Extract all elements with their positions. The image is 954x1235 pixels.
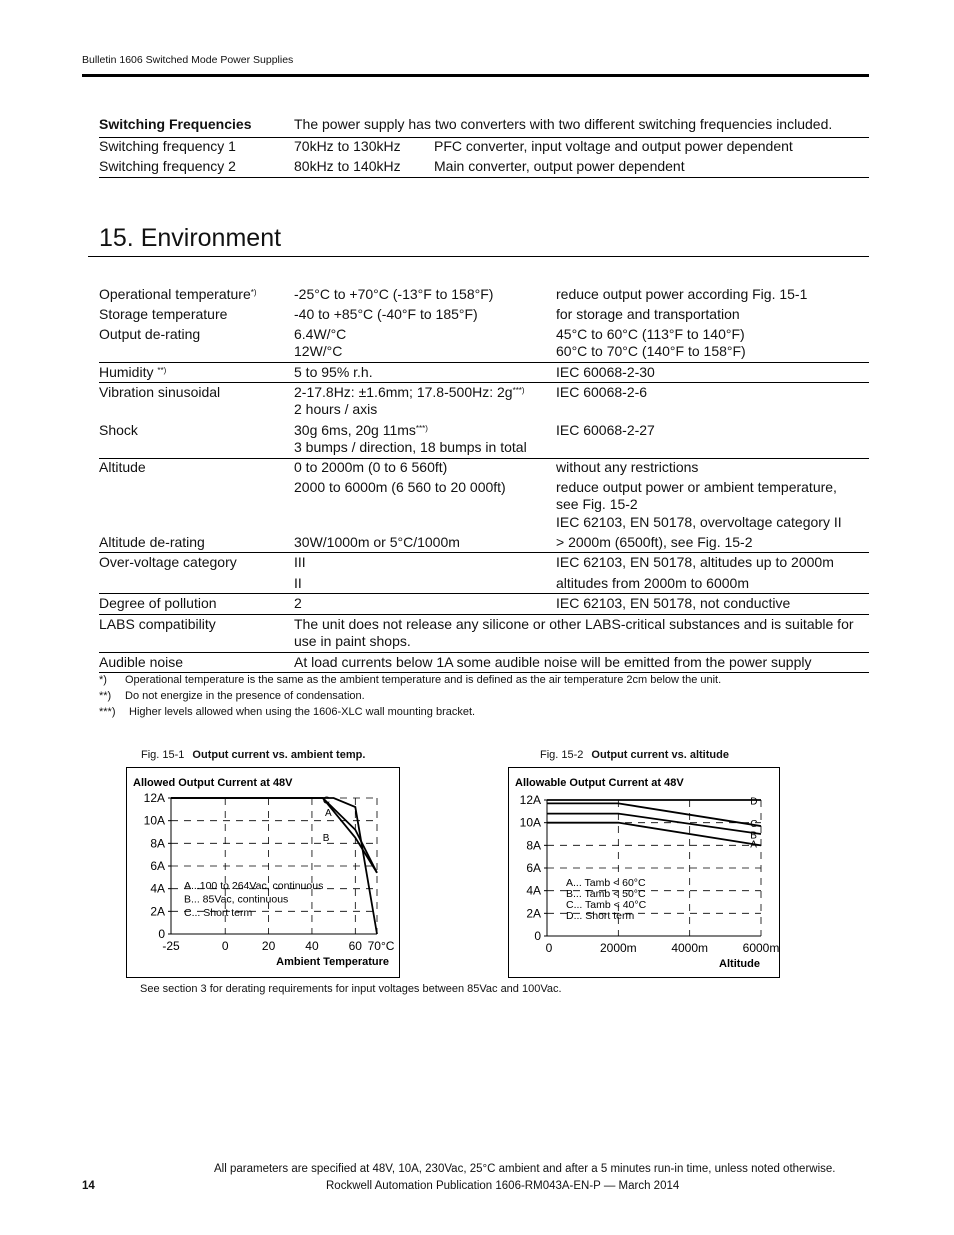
env-value: At load currents below 1A some audible noise will be emitted from the power supply [294, 654, 812, 670]
env-note: reduce output power according Fig. 15-1 [556, 286, 808, 302]
figure-caption: Fig. 15-2 Output current vs. altitude [540, 749, 729, 761]
legend-entry: D... Short term [566, 910, 635, 922]
switching-row-note: Main converter, output power dependent [434, 158, 685, 174]
section-rule [88, 256, 869, 257]
table-row [99, 158, 869, 178]
env-label: Altitude de-rating [99, 534, 205, 550]
switching-table [99, 116, 869, 174]
x-tick-label: 0 [545, 941, 553, 955]
x-tick-label: 60 [348, 939, 362, 953]
x-axis-label: Altitude [719, 958, 760, 970]
chart-temperature [127, 768, 399, 977]
y-tick-label: 4A [150, 881, 165, 896]
series-label-a: A [750, 839, 757, 851]
table-rule [99, 177, 869, 178]
header-rule [82, 74, 869, 77]
env-value: III [294, 554, 306, 570]
series-line-a [547, 823, 761, 846]
env-value: use in paint shops. [294, 633, 411, 649]
switching-row-note: PFC converter, input voltage and output power dependent [434, 138, 793, 154]
env-note: reduce output power or ambient temperature, [556, 479, 837, 495]
x-tick-label: 4000m [671, 941, 709, 955]
env-label: LABS compatibility [99, 616, 216, 632]
figure-note: See section 3 for derating requirements for input voltages between 85Vac and 100Vac. [140, 983, 562, 995]
env-value: The unit does not release any silicone or other LABS-critical substances and is suitable for [294, 616, 854, 632]
series-label-c: C [322, 795, 331, 807]
env-value: 3 bumps / direction, 18 bumps in total [294, 439, 527, 455]
env-value: II [294, 575, 302, 591]
switching-description: The power supply has two converters with two different switching frequencies included. [294, 116, 833, 132]
table-row [99, 138, 869, 158]
legend-entry: C... Tamb < 40°C [566, 899, 647, 911]
y-tick-label: 2A [526, 906, 541, 921]
table-rule [99, 382, 869, 383]
x-tick-label: 0 [221, 939, 229, 953]
env-value: 6.4W/°C [294, 326, 347, 342]
env-label: Degree of pollution [99, 595, 217, 611]
section-title: 15. Environment [99, 224, 282, 252]
env-note: IEC 62103, EN 50178, not conductive [556, 595, 791, 611]
env-note: IEC 60068-2-6 [556, 384, 648, 400]
switching-header-row [99, 116, 869, 138]
env-value: 2000 to 6000m (6 560 to 20 000ft) [294, 479, 506, 495]
table-rule [99, 652, 869, 653]
series-label-d: D [750, 796, 758, 808]
chart-altitude-box [508, 767, 780, 978]
x-tick-label: 70°C [367, 939, 395, 953]
x-axis-label: Ambient Temperature [276, 956, 389, 968]
y-tick-label: 0 [534, 929, 541, 943]
table-rule [99, 614, 869, 615]
env-note: IEC 60068-2-30 [556, 364, 655, 380]
env-value: 5 to 95% r.h. [294, 364, 373, 380]
series-label-b: B [322, 833, 330, 845]
env-note: 45°C to 60°C (113°F to 140°F) [556, 326, 745, 342]
env-label: Shock [99, 422, 138, 438]
env-label: Over-voltage category [99, 554, 237, 570]
y-tick-label: 0 [158, 927, 165, 941]
switching-row-name: Switching frequency 1 [99, 138, 236, 154]
env-note: IEC 62103, EN 50178, altitudes up to 2000m [556, 554, 834, 570]
footnote: *) Operational temperature is the same as the ambient temperature and is defined as the air temperature 2cm below the unit. [99, 674, 722, 686]
table-rule [99, 552, 869, 553]
series-label-c: C [750, 819, 758, 831]
x-tick-label: 6000m [742, 941, 779, 955]
series-label-b: B [750, 830, 757, 842]
env-note: 60°C to 70°C (140°F to 158°F) [556, 343, 746, 359]
y-tick-label: 2A [150, 904, 165, 919]
page-number: 14 [82, 1180, 95, 1192]
x-tick-label: 2000m [599, 941, 637, 955]
footer-params: All parameters are specified at 48V, 10A, 230Vac, 25°C ambient and after a 5 minutes run-in time, unless noted otherwise. [214, 1163, 836, 1175]
table-rule [99, 362, 869, 363]
env-value: 2 hours / axis [294, 401, 378, 417]
y-tick-label: 8A [150, 836, 165, 851]
env-note: altitudes from 2000m to 6000m [556, 575, 749, 591]
chart-altitude [509, 768, 779, 977]
switching-row-name: Switching frequency 2 [99, 158, 236, 174]
env-value: 30W/1000m or 5°C/1000m [294, 534, 460, 550]
chart-title: Allowable Output Current at 48V [515, 777, 684, 789]
y-tick-label: 6A [150, 859, 165, 873]
env-label: Storage temperature [99, 306, 228, 322]
series-label-a: A [324, 808, 332, 820]
y-tick-label: 6A [526, 861, 541, 875]
env-note: see Fig. 15-2 [556, 496, 638, 512]
y-tick-label: 8A [526, 838, 541, 853]
legend-entry: A...100 to 264Vac, continuous [184, 880, 324, 892]
env-note: IEC 60068-2-27 [556, 422, 655, 438]
y-tick-label: 10A [143, 813, 165, 828]
env-note: > 2000m (6500ft), see Fig. 15-2 [556, 534, 753, 550]
env-label: Operational temperature*) [99, 286, 257, 302]
x-tick-label: 40 [305, 939, 319, 953]
y-tick-label: 12A [143, 791, 165, 805]
table-rule [99, 458, 869, 459]
env-value: 2-17.8Hz: ±1.6mm; 17.8-500Hz: 2g***) [294, 384, 525, 400]
table-rule [99, 672, 869, 673]
series-line-a [171, 795, 377, 873]
table-rule [99, 593, 869, 594]
series-line-b [547, 814, 761, 834]
footnote: **) Do not energize in the presence of condensation. [99, 690, 365, 702]
switching-row-value: 80kHz to 140kHz [294, 158, 401, 174]
env-label: Audible noise [99, 654, 184, 670]
env-label: Humidity **) [99, 364, 167, 380]
figure-caption: Fig. 15-1 Output current vs. ambient temp. [141, 749, 366, 761]
legend-entry: C... Short term [184, 907, 253, 919]
y-tick-label: 4A [526, 883, 541, 898]
env-value: -25°C to +70°C (-13°F to 158°F) [294, 286, 494, 302]
y-tick-label: 12A [519, 793, 541, 807]
legend-entry: B... 85Vac, continuous [184, 893, 289, 906]
running-header: Bulletin 1606 Switched Mode Power Supplies [82, 54, 294, 66]
env-note: IEC 62103, EN 50178, overvoltage category II [556, 514, 842, 530]
chart-title: Allowed Output Current at 48V [133, 777, 293, 789]
env-label: Altitude [99, 459, 146, 475]
legend-entry: B... Tamb < 50°C [566, 888, 646, 900]
y-tick-label: 10A [519, 815, 541, 830]
x-tick-label: -25 [162, 939, 180, 953]
switching-row-value: 70kHz to 130kHz [294, 138, 401, 154]
series-line-b [171, 795, 377, 873]
x-tick-label: 20 [261, 939, 276, 953]
footer-publication: Rockwell Automation Publication 1606-RM043A-EN-P — March 2014 [326, 1180, 680, 1192]
switching-label: Switching Frequencies [99, 116, 252, 132]
env-value: 12W/°C [294, 343, 343, 359]
footnote: ***) Higher levels allowed when using the 1606-XLC wall mounting bracket. [99, 706, 476, 718]
legend-entry: A... Tamb < 60°C [566, 877, 646, 889]
chart-temperature-box [126, 767, 400, 978]
env-label: Vibration sinusoidal [99, 384, 221, 400]
env-label: Output de-rating [99, 326, 201, 342]
env-value: 30g 6ms, 20g 11ms***) [294, 422, 428, 438]
env-value: 2 [294, 595, 302, 611]
env-value: 0 to 2000m (0 to 6 560ft) [294, 459, 448, 475]
env-value: -40 to +85°C (-40°F to 185°F) [294, 306, 478, 322]
env-note: without any restrictions [556, 459, 699, 475]
env-note: for storage and transportation [556, 306, 740, 322]
